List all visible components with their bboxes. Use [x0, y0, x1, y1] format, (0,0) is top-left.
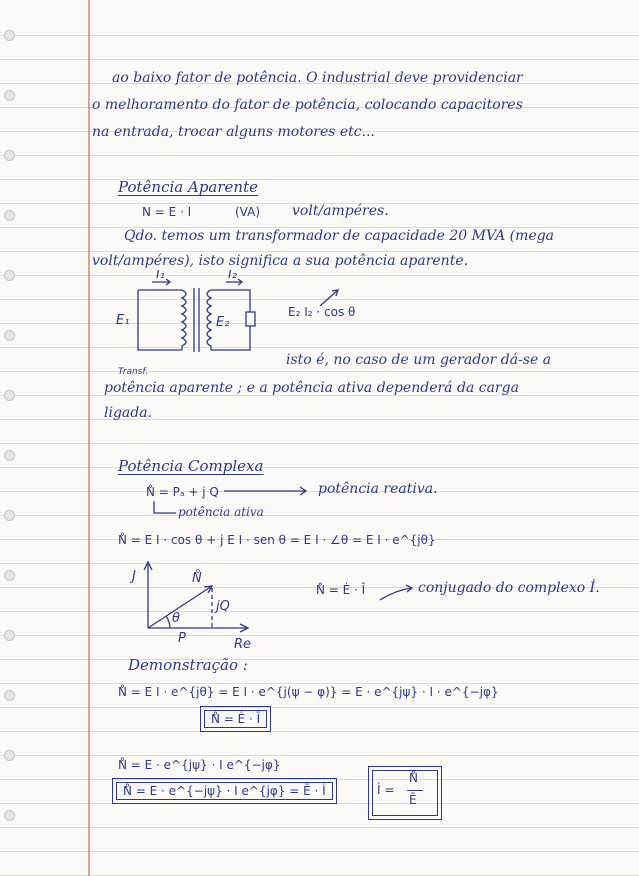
binder-hole: [4, 450, 15, 461]
unit-word: volt/ampéres.: [292, 203, 389, 219]
apparent-formula: N = E · I: [142, 205, 192, 219]
complex-expansion: N̊ = E I · cos θ + j E I · sen θ = E I · ∠θ = E I · e^{jθ}: [118, 533, 436, 547]
circuit-formula: E₂ I₂ · cos θ: [288, 305, 356, 319]
binder-hole: [4, 690, 15, 701]
binder-hole: [4, 630, 15, 641]
conjugate-text: conjugado do complexo İ.: [418, 580, 600, 596]
demo-equation: N̊ = E · e^{jψ} · I e^{−jφ}: [118, 758, 281, 772]
demo-boxed-result: N̊ = E · e^{−jψ} · I e^{jφ} = Ē · İ: [116, 782, 333, 800]
section-heading: Demonstração :: [128, 656, 248, 674]
theta-label: θ: [172, 611, 180, 626]
section-heading: Potência Aparente: [118, 178, 258, 196]
e1-label: E₁: [116, 313, 130, 328]
active-arrow: [150, 499, 180, 521]
jq-label: jQ: [216, 599, 230, 614]
conjugate-equation: N̊ = Ė · Ī: [316, 583, 366, 597]
formula-arrow: [316, 286, 346, 310]
i2-label: I₂: [228, 270, 238, 282]
unit-abbrev: (VA): [235, 205, 261, 219]
binder-hole: [4, 330, 15, 341]
demo-boxed-result: N̊ = Ė · Ī: [204, 710, 267, 728]
section-heading: Potência Complexa: [118, 457, 264, 475]
conjugate-arrow: [378, 582, 418, 604]
text-line: isto é, no caso de um gerador dá-se a: [286, 352, 552, 368]
binder-hole: [4, 150, 15, 161]
text-line: ao baixo fator de potência. O industrial deve providenciar: [112, 70, 523, 86]
transf-label: Transf.: [118, 367, 149, 377]
binder-hole: [4, 510, 15, 521]
fraction-bar: [407, 790, 423, 791]
binder-hole: [4, 30, 15, 41]
axis-j-label: J: [132, 569, 136, 584]
i1-label: I₁: [156, 270, 166, 282]
margin-line: [88, 0, 90, 876]
current-numerator: N̊: [409, 771, 418, 785]
text-line: Qdo. temos um transformador de capacidade 20 MVA (mega: [124, 228, 555, 244]
binder-hole: [4, 270, 15, 281]
phasor-diagram: [128, 558, 278, 658]
binder-hole: [4, 390, 15, 401]
current-denominator: Ē: [409, 793, 417, 807]
text-line: potência aparente ; e a potência ativa dependerá da carga: [104, 380, 519, 396]
binder-hole: [4, 810, 15, 821]
n-label: N̊: [192, 571, 202, 586]
reactive-label: potência reativa.: [318, 481, 438, 497]
axis-re-label: Re: [234, 637, 252, 652]
binder-hole: [4, 570, 15, 581]
current-formula-box: [372, 770, 438, 816]
current-lhs: İ =: [377, 783, 395, 797]
e2-label: E₂: [216, 315, 230, 330]
binder-hole: [4, 90, 15, 101]
demo-equation: N̊ = E I · e^{jθ} = E I · e^{j(ψ − φ)} = E · e^{jψ} · I · e^{−jφ}: [118, 685, 499, 699]
binder-hole: [4, 210, 15, 221]
text-line: volt/ampéres), isto significa a sua potência aparente.: [92, 253, 469, 269]
complex-equation: N̊ = Pₐ + j Q: [146, 485, 219, 499]
active-label: potência ativa: [178, 505, 264, 519]
binder-hole: [4, 750, 15, 761]
text-line: ligada.: [104, 405, 153, 421]
reactive-arrow: [222, 484, 312, 498]
text-line: o melhoramento do fator de potência, colocando capacitores: [92, 97, 523, 113]
text-line: na entrada, trocar alguns motores etc...: [92, 124, 375, 140]
p-label: P: [178, 631, 186, 646]
